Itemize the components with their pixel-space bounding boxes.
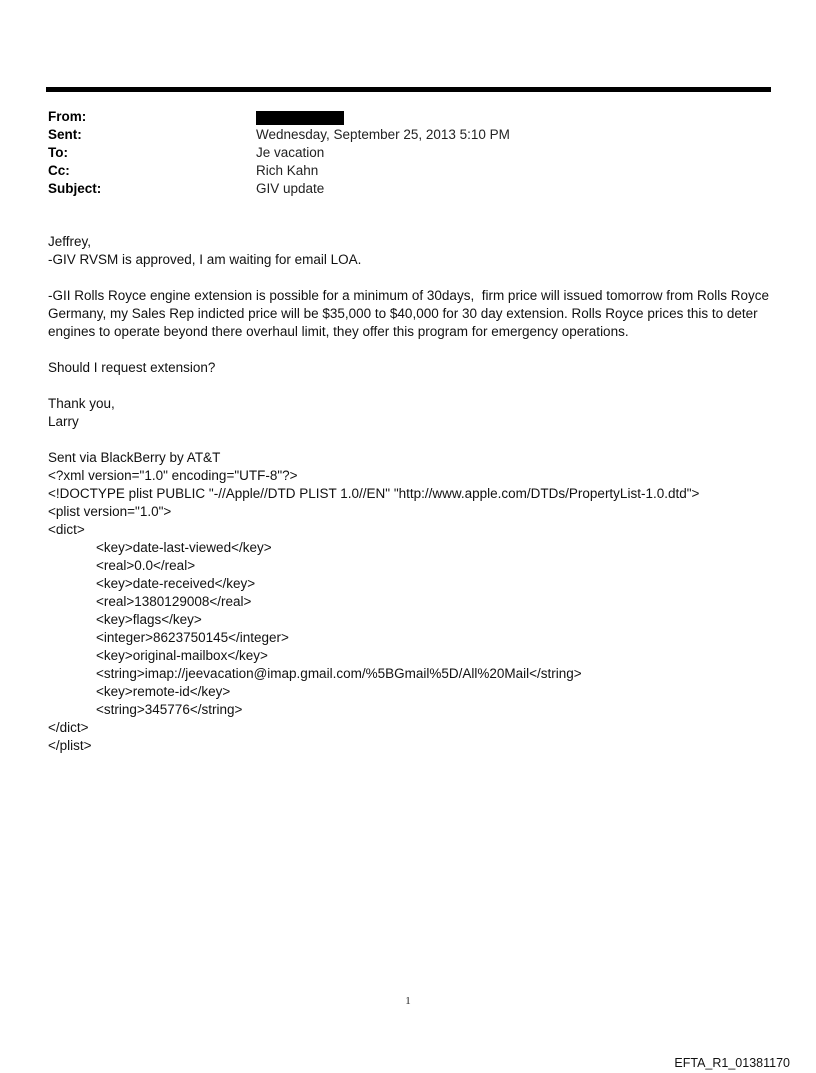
cc-value: Rich Kahn bbox=[256, 163, 319, 178]
plist-entry: <real>1380129008</real> bbox=[96, 594, 252, 609]
sent-row bbox=[48, 126, 768, 144]
plist-block bbox=[48, 449, 773, 755]
plist-entry: <key>original-mailbox</key> bbox=[96, 648, 268, 663]
thanks-line: Thank you, bbox=[48, 396, 115, 411]
header-divider bbox=[46, 87, 771, 92]
sent-via-line: Sent via BlackBerry by AT&T bbox=[48, 450, 221, 465]
page-number: 1 bbox=[405, 995, 411, 1007]
cc-row bbox=[48, 162, 768, 180]
extension-line-3: engines to operate beyond there overhaul limit, they offer this program for emergency operations. bbox=[48, 324, 629, 339]
plist-entry: <key>remote-id</key> bbox=[96, 684, 231, 699]
document-id: EFTA_R1_01381170 bbox=[674, 1056, 790, 1070]
to-value: Je vacation bbox=[256, 145, 325, 160]
opening-paragraph bbox=[48, 233, 773, 269]
plist-entry: <string>345776</string> bbox=[96, 702, 243, 717]
doctype-line: <!DOCTYPE plist PUBLIC "-//Apple//DTD PLIST 1.0//EN" "http://www.apple.com/DTDs/PropertyList-1.0.dtd"> bbox=[48, 486, 700, 501]
question-line: Should I request extension? bbox=[48, 360, 216, 375]
extension-line-1: -GII Rolls Royce engine extension is possible for a minimum of 30days, firm price will issued tomorrow from Rolls Royce bbox=[48, 288, 770, 303]
plist-entry: <integer>8623750145</integer> bbox=[96, 630, 289, 645]
plist-entry: <key>date-received</key> bbox=[96, 576, 256, 591]
signature-line: Larry bbox=[48, 414, 79, 429]
redacted-sender bbox=[256, 111, 344, 125]
greeting: Jeffrey, bbox=[48, 234, 92, 249]
plist-entry: <string>imap://jeevacation@imap.gmail.com/%5BGmail%5D/All%20Mail</string> bbox=[96, 666, 582, 681]
from-row bbox=[48, 108, 768, 126]
dict-open: <dict> bbox=[48, 522, 85, 537]
question-paragraph bbox=[48, 359, 773, 377]
sent-value: Wednesday, September 25, 2013 5:10 PM bbox=[256, 127, 510, 142]
cc-label: Cc: bbox=[48, 163, 70, 178]
engine-extension-paragraph bbox=[48, 287, 773, 341]
email-body bbox=[48, 233, 773, 755]
plist-open: <plist version="1.0"> bbox=[48, 504, 172, 519]
rvsm-status-line: -GIV RVSM is approved, I am waiting for email LOA. bbox=[48, 252, 362, 267]
xml-declaration: <?xml version="1.0" encoding="UTF-8"?> bbox=[48, 468, 298, 483]
plist-entry: <key>date-last-viewed</key> bbox=[96, 540, 272, 555]
to-label: To: bbox=[48, 145, 68, 160]
subject-label: Subject: bbox=[48, 181, 102, 196]
subject-value: GIV update bbox=[256, 181, 325, 196]
plist-entry: <key>flags</key> bbox=[96, 612, 202, 627]
email-header bbox=[48, 108, 768, 198]
to-row bbox=[48, 144, 768, 162]
extension-line-2: Germany, my Sales Rep indicted price will be $35,000 to $40,000 for 30 day extension. Rolls Royce prices this to deter bbox=[48, 306, 758, 321]
sent-label: Sent: bbox=[48, 127, 82, 142]
plist-entry: <real>0.0</real> bbox=[96, 558, 196, 573]
subject-row bbox=[48, 180, 768, 198]
from-label: From: bbox=[48, 109, 87, 124]
dict-close: </dict> bbox=[48, 720, 89, 735]
signoff-paragraph bbox=[48, 395, 773, 431]
plist-close: </plist> bbox=[48, 738, 92, 753]
